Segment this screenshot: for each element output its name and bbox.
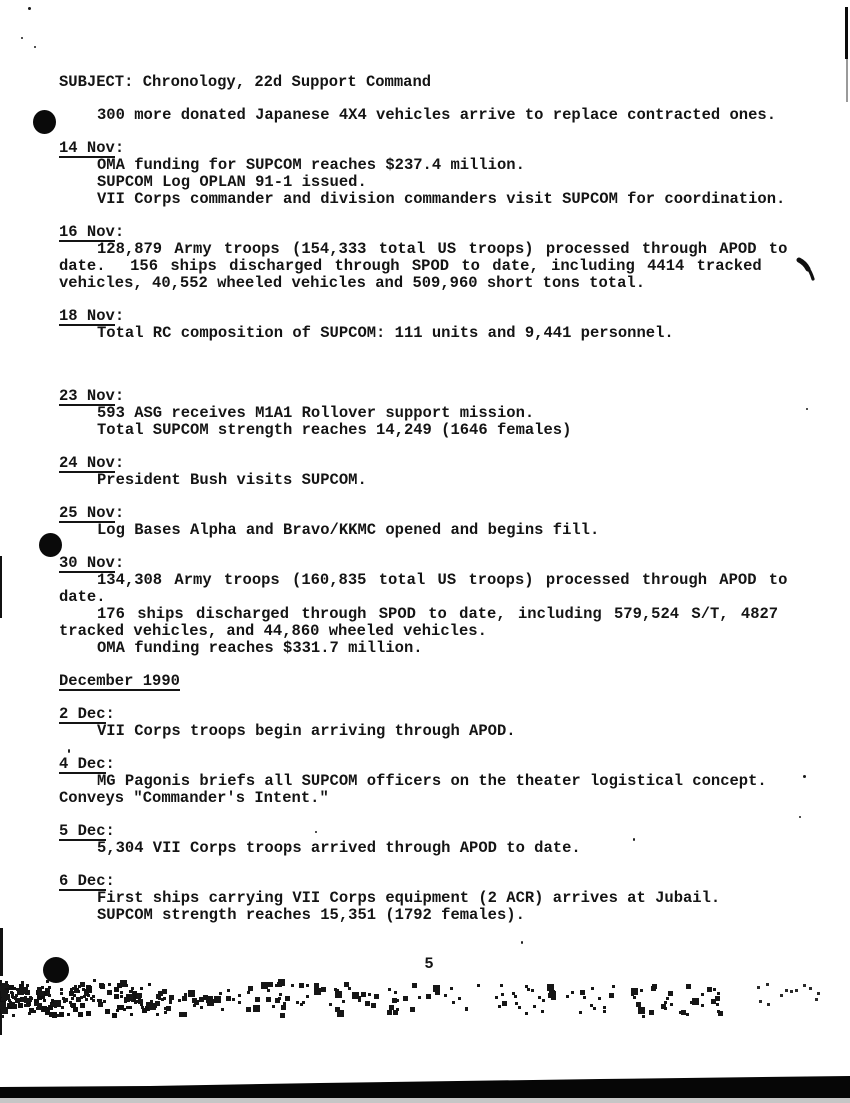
date-heading: 14 Nov: xyxy=(59,139,125,157)
hole-punch-mark xyxy=(43,957,69,983)
date-heading: 30 Nov: xyxy=(59,554,125,572)
date-heading: 23 Nov: xyxy=(59,387,125,405)
scan-speck xyxy=(68,749,70,753)
scan-speck xyxy=(34,46,36,48)
date-heading: 6 Dec: xyxy=(59,872,115,890)
pen-check-mark xyxy=(795,257,819,283)
date-heading: December 1990 xyxy=(59,672,180,690)
document-line: SUPCOM Log OPLAN 91-1 issued. xyxy=(97,173,367,191)
scan-bottom-bar xyxy=(0,1070,850,1103)
date-heading: 5 Dec: xyxy=(59,822,115,840)
document-line: Total RC composition of SUPCOM: 111 units and 9,441 personnel. xyxy=(97,324,674,342)
document-body xyxy=(59,107,799,924)
document-line: Conveys "Commander's Intent." xyxy=(59,789,329,807)
document-line: date. 156 ships discharged through SPOD to date, including 4414 tracked xyxy=(59,257,762,275)
date-heading: 16 Nov: xyxy=(59,223,125,241)
subject-line: SUBJECT: Chronology, 22d Support Command xyxy=(59,73,432,91)
scan-speck xyxy=(806,408,808,410)
document-line: VII Corps commander and division commanders visit SUPCOM for coordination. xyxy=(97,190,786,208)
document-line: 176 ships discharged through SPOD to date, including 579,524 S/T, 4827 xyxy=(97,605,779,623)
document-line: First ships carrying VII Corps equipment (2 ACR) arrives at Jubail. xyxy=(97,889,721,907)
hole-punch-mark xyxy=(39,533,62,557)
page-number: 5 xyxy=(424,955,434,973)
document-line: 593 ASG receives M1A1 Rollover support mission. xyxy=(97,404,535,422)
hole-punch-mark xyxy=(33,110,56,134)
document-line: President Bush visits SUPCOM. xyxy=(97,471,367,489)
scan-edge-line xyxy=(0,556,2,618)
document-line: 128,879 Army troops (154,333 total US troops) processed through APOD to xyxy=(97,240,788,258)
document-line: MG Pagonis briefs all SUPCOM officers on the theater logistical concept. xyxy=(97,772,767,790)
date-heading: 25 Nov: xyxy=(59,504,125,522)
document-line: date. xyxy=(59,588,106,606)
document-line: 300 more donated Japanese 4X4 vehicles arrive to replace contracted ones. xyxy=(97,106,777,124)
date-heading: 24 Nov: xyxy=(59,454,125,472)
document-line: OMA funding for SUPCOM reaches $237.4 million. xyxy=(97,156,525,174)
scan-noise-band xyxy=(0,0,1,1)
document-line: VII Corps troops begin arriving through APOD. xyxy=(97,722,516,740)
scan-speck xyxy=(28,7,31,10)
document-text xyxy=(59,74,799,973)
scan-edge-line xyxy=(0,928,3,976)
document-line: OMA funding reaches $331.7 million. xyxy=(97,639,423,657)
scan-speck xyxy=(315,831,317,833)
scan-edge-line xyxy=(845,7,848,59)
document-line: SUPCOM strength reaches 15,351 (1792 females). xyxy=(97,906,525,924)
document-line: 134,308 Army troops (160,835 total US troops) processed through APOD to xyxy=(97,571,788,589)
document-line: Log Bases Alpha and Bravo/KKMC opened and begins fill. xyxy=(97,521,600,539)
document-line: vehicles, 40,552 wheeled vehicles and 509,960 short tons total. xyxy=(59,274,645,292)
scan-speck xyxy=(803,775,806,778)
scan-speck xyxy=(633,838,635,841)
date-heading: 18 Nov: xyxy=(59,307,125,325)
scan-edge-line xyxy=(846,59,848,102)
document-line: Total SUPCOM strength reaches 14,249 (1646 females) xyxy=(97,421,572,439)
scan-speck xyxy=(521,941,523,944)
date-heading: 4 Dec: xyxy=(59,755,115,773)
scan-edge-line xyxy=(0,980,2,1035)
scan-speck xyxy=(21,37,23,39)
document-line: 5,304 VII Corps troops arrived through APOD to date. xyxy=(97,839,581,857)
document-line: tracked vehicles, and 44,860 wheeled vehicles. xyxy=(59,622,487,640)
date-heading: 2 Dec: xyxy=(59,705,115,723)
scan-speck xyxy=(799,816,801,818)
